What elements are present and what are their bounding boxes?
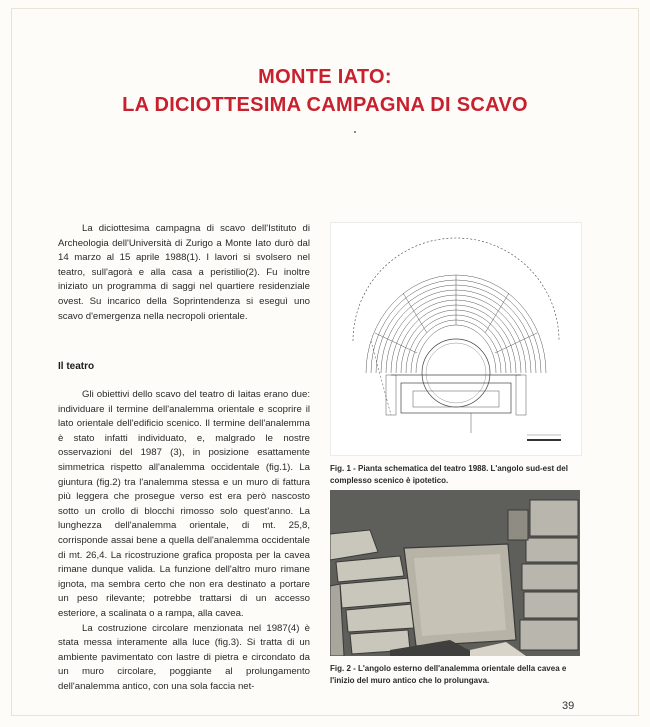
body-paragraph-2: La costruzione circolare menzionata nel 1987(4) è stata messa interamente alla luce (fig.3). Si tratta di un ambiente pavimentato con lastre di pietra e circondato da un muro circolare, poggiante al prolungamento dell'analemma antico, con una sola faccia net-	[58, 622, 310, 692]
intro-column	[58, 222, 310, 324]
figure-2-caption: Fig. 2 - L'angolo esterno dell'analemma orientale della cavea e l'inizio del muro antico che lo prolungava.	[330, 664, 567, 685]
theatre-plan-drawing	[331, 223, 581, 455]
figure-1-theatre-plan	[330, 222, 582, 456]
wall-photo-drawing	[330, 490, 580, 656]
page-title-line-1: MONTE IATO:	[258, 66, 392, 88]
body-column	[58, 388, 310, 694]
figure-1-caption: Fig. 1 - Pianta schematica del teatro 1988. L'angolo sud-est del complesso scenico è ipotetico.	[330, 464, 568, 485]
page-title-line-2: LA DICIOTTESIMA CAMPAGNA DI SCAVO	[122, 94, 528, 116]
section-heading: Il teatro	[58, 361, 95, 372]
figure-2-photo	[330, 490, 580, 656]
body-paragraph-1: Gli obiettivi dello scavo del teatro di Iaitas erano due: individuare il termine dell'analemma orientale e scoprire il lato orientale dell'edificio scenico. Il termine dell'analemma è stato infatti individuato, e, malgrado le nostre osservazioni del 1987 (3), in posizione esattamente simmetrica rispetto all'analemma occidentale (fig.1). La giuntura (fig.2) tra l'analemma stessa e un muro di fattura più leggera che prosegue verso est era però nascosto sotto un crollo di blocchi rimosso solo quest'anno. La lunghezza dell'analemma orientale, di mt. 25,8, corrisponde assai bene a quella dell'analemma occidentale di mt. 26,4. La ricostruzione grafica proposta per la cavea rimane dunque valida. La funzione dell'altro muro rimane ignota, ma sembra certo che non era destinato a portare un peso rilevante; potrebbe trattarsi di un accesso esteriore, a scalinata o a rampa, alla cavea.	[58, 389, 310, 619]
decorative-dot	[354, 131, 356, 133]
intro-paragraph: La diciottesima campagna di scavo dell'Istituto di Archeologia dell'Università di Zurigo a Monte Iato durò dal 14 marzo al 15 aprile 1988(1). I lavori si svolsero nel teatro, sull'agorà e alla casa a peristilio(2). Fu inoltre iniziato un programma di saggi nel quartiere residenziale ovest. Su incarico della Soprintendenza si eseguì uno scavo d'emergenza nella necropoli orientale.	[58, 223, 310, 322]
page-number: 39	[562, 700, 575, 712]
